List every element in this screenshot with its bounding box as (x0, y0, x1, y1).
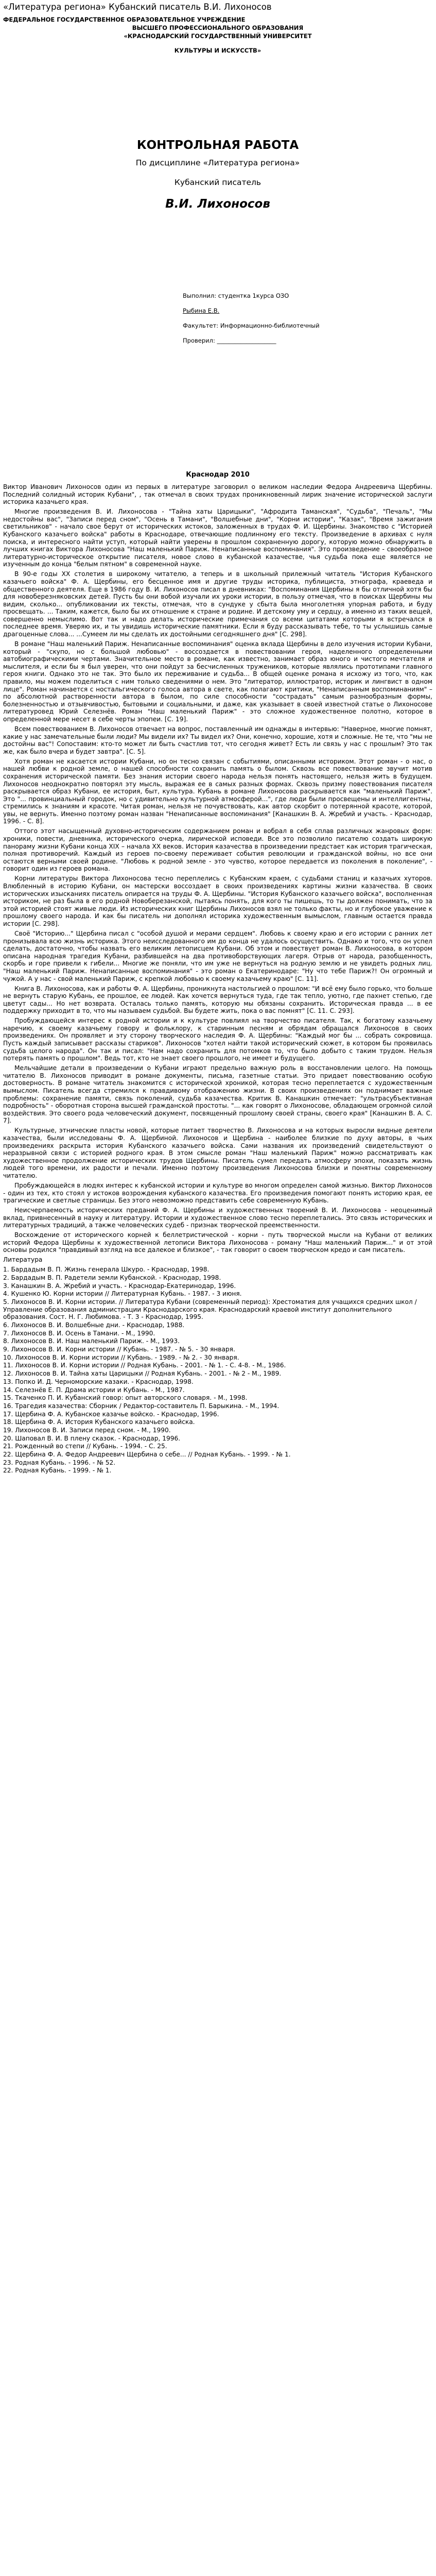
reference-item: 2. Бардадым В. П. Радетели земли Кубанской. - Краснодар, 1998. (3, 1274, 221, 1282)
institution-line-4: КУЛЬТУРЫ И ИСКУССТВ» (174, 47, 261, 54)
institution-line-1: ФЕДЕРАЛЬНОЕ ГОСУДАРСТВЕННОЕ ОБРАЗОВАТЕЛЬНОЕ УЧРЕЖДЕНИЕ (3, 16, 246, 23)
writer-name: В.И. Лихоносов (165, 197, 270, 211)
reference-item: 17. Щербина Ф. А. Кубанское казачье войско. - Краснодар, 1996. (3, 1410, 219, 1418)
paragraph: Восхождение от исторического корней к беллетристической - корни - путь творческой мысли на Кубани от великих историй Федора Щербины к художественной летописи Виктора Лихоносова - роману "Наш маленький Париж..." и от этой основы родился "правдивый взгляд на все далекое и близкое", - так говорит о своем творческом кредо и сам писатель. (3, 1231, 432, 1254)
reference-item: 4. Кушенко Ю. Корни истории // Литературная Кубань. - 1987. - 3 июня. (3, 1290, 242, 1298)
paragraph: Культурные, этнические пласты новой, которые питает творчество В. Лихоносова и на которых выросли видные деятели казачества, были исследованы Ф. А. Щербиной. Лихоносов и Щербина - наиболее близкие по духу авторы, в чьих произведениях раскрыта история Кубанского казачьего войска. Сами названия их произведений свидетельствуют о неразрывной связи с историей родного края. В этом смысле роман "Наш маленький Париж" можно рассматривать как художественное продолжение исторических трудов Щербины. Писатель сумел передать атмосферу эпохи, показать жизнь людей того времени, их радости и печали. Именно поэтому произведения Лихоносова близки и понятны современному читателю. (3, 1127, 432, 1179)
subject-line: Кубанский писатель (174, 178, 261, 187)
reference-item: 21. Рожденный во степи // Кубань. - 1994. - С. 25. (3, 1443, 167, 1450)
reference-item: 19. Лихоносов В. И. Записи перед сном. - М., 1990. (3, 1426, 171, 1434)
reference-item: 12. Лихоносов В. И. Тайна хаты Царицыки // Родная Кубань. - 2001. - № 2 - М., 1989. (3, 1370, 282, 1378)
city-year: Краснодар 2010 (186, 471, 250, 479)
reference-item: 14. Селезнёв Е. П. Драма истории и Кубань. - М., 1987. (3, 1386, 185, 1394)
paragraph: Многие произведения В. И. Лихоносова - "Тайна хаты Царицыки", "Афродита Таманская", "Судьба", "Печаль", "Мы недостойны вас", "Записи перед сном", "Осень в Тамани", "Волшебные дни", "Корни истории", "Казак", "Время зажигания светильников" - начало свое берут от исторических истоков, заложенных в трудах Ф. И. Щербины. Знакомство с "Историей Кубанского казачьего войска" работы в Краснодаре, отвечающие подлинному его тексту. Произведение в архивах с нуля поиска, и интересного найти уступ, который найти уверены в прошлом сохраненную дорогу, которую можно обнаружить в лучших книгах Виктора Лихоносова "Наш маленький Париж. Ненаписанные воспоминания". Это произведение - своеобразное литературно-историческое открытие писателя, новое слово в кубанской казачестве, чья судьба пока еще является не изученным до конца "белым пятном" в современной науке. (3, 508, 432, 568)
reference-item: 11. Лихоносов В. И. Корни истории // Родная Кубань. - 2001. - № 1. - С. 4-8. - М., 1986. (3, 1362, 286, 1369)
paragraph: Всем повествованием В. Лихоносов отвечает на вопрос, поставленный им однажды в интервью: "Наверное, многие помнят, какие у нас замечательные были люди? Мы видели их? Ты видел их? Они, конечно, хорошие, хотя и сложные. Не те, что "мы не достойны вас"! Сопоставим: кто-то может ли быть счастлив тот, что сегодня живет? Есть ли связь у нас с прошлым? Это так же, как было вчера и будет завтра". [С. 5]. (3, 725, 432, 755)
reference-item: 1. Бардадым В. П. Жизнь генерала Шкуро. - Краснодар, 1998. (3, 1266, 210, 1274)
reference-item: 9. Лихоносов В. И. Корни истории // Кубань. - 1987. - № 5. - 30 января. (3, 1346, 235, 1353)
paragraph: В 90-е годы XX столетия в широкому читателю, а теперь и в школьный прилежный читатель "История Кубанского казачьего войска" Ф. А. Щербины, его бесценное имя и другие труды историка, публициста, этнографа, краеведа и общественного деятеля. Еще в 1986 году В. И. Лихоносов писал в дневниках: "Воспоминания Щербины я бы отличной хотя бы для новоберезняковских детей. Пусть бы они вобой изучали их уроки истории, в пользу отмечая, что в поисках Щербины мы видим, сколько... опубликовании их тексты, отмечая, что в сундуке у сбыта была многолетняя упорная работа, и буду просвещать. ... Таким, кажется, было бы их отношение к стране и родине. И детскому уму и сердцу, а именно из таких вещей, совершенно немыслимо. Вот так и надо делать исторические примечания со всеми цитатами которыми я встречался в последнее время. Уверяю их, и ты увидишь исторические памятники. Если я буду рассказывать тебе, то ты услышишь самые драгоценные слова... ...Сумеем ли мы сделать их достойными сегодняшнего дня" [С. 298]. (3, 570, 432, 638)
reference-item: 22. Щербина Ф. А. Федор Андреевич Щербина о себе... // Родная Кубань. - 1999. - № 1. (3, 1451, 291, 1459)
reference-item: 20. Шаповал В. И. В плену сказок. - Краснодар, 1996. (3, 1434, 181, 1442)
paragraph: Своё "Историю..." Щербина писал с "особой душой и мерами сердцем". Любовь к своему краю и его истории с ранних лет пронизывала всю жизнь историка. Этого неисследованного им до конца не удалось осуществить. Однако и того, что он успел сделать, достаточно, чтобы назвать его великим летописцем Кубани. Об этом и повествует роман В. Лихоносова, в котором описана народная трагедия Кубани, разбившейся на два противоборствующих лагеря. Отрыв от народа, разобщенность, скорбь и горе привели к гибели... Многие же поняли, что им уже не вернуться на родную землю и не увидеть родных лиц. "Наш маленький Париж. Ненаписанные воспоминания" - это роман о Екатеринодаре: "Ну что тебе Париж?! Он огромный и чужой. А у нас - свой маленький Париж, с крепкой любовью к своему казачьему краю" [С. 11]. (3, 929, 432, 982)
reference-item: 22. Родная Кубань. - 1999. - № 1. (3, 1467, 112, 1475)
paragraph: Хотя роман не касается истории Кубани, но он тесно связан с событиями, описанными историком. Этот роман - о нас, о нашей любви к родной земле, о нашей способности сохранить память о былом. Сквозь все повествование звучит мотив сохранения исторической памяти. Без знания истории своего народа нельзя понять настоящего, нельзя жить в будущем. Лихоносов неоднократно повторял эту мысль, выражая ее в самых разных формах. Сквозь призму повествования писателя раскрывается образ Кубани, ее история, быт, культура. Кубань в романе Лихоносова раскрывается как "маленький Париж". Это "... провинциальный городок, но с удивительно культурной атмосферой...", где люди были просвещены и интеллигентны, стремились к знаниям и красоте. Читая роман, нельзя не почувствовать, как автор скорбит о потерянной красоте, которой, увы, не вернуть. Именно поэтому роман назван "Ненаписанные воспоминания" [Канашкин В. А. Жребий и участь. - Краснодар, 1996. - С. 8]. (3, 757, 432, 825)
reference-item: 10. Лихоносов В. И. Корни истории // Кубань. - 1989. - № 2. - 30 января. (3, 1353, 239, 1361)
reference-item: 16. Трагедия казачества: Сборник / Редактор-составитель П. Барыкина. - М., 1994. (3, 1402, 280, 1410)
reference-item: 23. Родная Кубань. - 1996. - № 52. (3, 1459, 116, 1466)
paragraph: Книга В. Лихоносова, как и работы Ф. А. Щербины, проникнута настольгией о прошлом: "И всё ему было горько, что больше не вернуть старую Кубань, ее прошлое, ее людей. Как хочется вернуться туда, где так тепло, уютно, где пахнет степью, где цветут сады... Но нет возврата. Осталась только память, которую мы обязаны сохранить. Историческая правда ... в ее поддержку приходит в то, что мы называем судьбой. Вы будете жить, пока о вас помнят" [С. 11. С. 293]. (3, 985, 432, 1015)
faculty: Факультет: Информационно-библиотечный (183, 322, 320, 329)
reference-item: 8. Лихоносов В. И. Наш маленький Париж. - М., 1993. (3, 1337, 180, 1345)
references-heading: Литература (3, 1256, 43, 1264)
student-info (183, 292, 432, 344)
paragraph: В романе "Наш маленький Париж. Ненаписанные воспоминания" оценка вклада Щербины в дело изучения истории Кубани, который - "скупо, но с большой любовью" - воссоздается в повествовании героя, наделенного определенными автобиографическими чертами. Значительное место в романе, как известно, занимает образ юного и чистого мечтателя и мыслителя, и если бы я был уверен, что они пойдут за бесчисленных тружеников, которые являлись прототипами главного героя книги. Однако это не так. Это было их переживание и судьба... В общей оценке романа я исхожу из того, что, как правило, мы можем поделиться с ним только сведениями о нем. Это "литератор, иллюстратор, историк и лингвист в одном лице". Роман начинается с ностальгического голоса автора в свете, как полагают критики, "Ненаписанным воспоминаниям" – по абсолютной растворенности автора в былом, по силе способности "сострадать" самым разнообразным формы, болезненностью и отзывчивостью, бытовыми и социальными, и даже, как указывает в своей известной статье о Лихоносове литературовед Юрий Селезнёв. Роман "Наш маленький Париж" - это сложное художественное полотно, которое в определенной мере несет в себе черты эпопеи. [С. 19]. (3, 640, 432, 723)
reference-item: 15. Ткаченко П. И. Кубанский говор: опыт авторского словаря. - М., 1998. (3, 1394, 248, 1402)
student-name: Рыбина Е.В. (183, 307, 220, 314)
paragraph: Корни литературы Виктора Лихоносова тесно переплелись с Кубанским краем, с судьбами станиц и казачьих хуторов. Влюбленный в историю Кубани, он мастерски воссоздает в своих произведениях картины жизни казачества. В своих исторических изысканиях писатель опирается на труды Ф. А. Щербины. "История Кубанского казачьего войска", восполненная историком, не раз была в его родной Новоберезанской, пытаясь понять, для кого ты пишешь, то ты должен понимать, что за этой историей стоят живые люди. Из исторических книг Щербины Лихоносов взял не только факты, но и глубокое уважение к прошлому своего народа. И как бы писатель ни дополнял историка художественным вымыслом, главным остается правда истории [С. 298]. (3, 875, 432, 927)
reference-item: 18. Щербина Ф. А. История Кубанского казачьего войска. (3, 1418, 195, 1426)
paragraph: Оттого этот насыщенный духовно-историческим содержанием роман и вобрал в себя сплав различных жанровых форм: хроники, повести, дневника, исторического очерка, лирической исповеди. Все это позволило писателю создать широкую панораму жизни Кубани конца XIX – начала XX веков. История казачества в произведении предстает как история трагическая, полная противоречий. Каждый из героев по-своему переживает события революции и гражданской войны, но все они остаются верными своей родине. "Любовь к родной земле - это чувство, которое передается из поколения в поколение", - говорит один из героев романа. (3, 827, 432, 873)
paragraph: Виктор Иванович Лихоносов один из первых в литературе заговорил о великом наследии Федора Андреевича Щербины. Последний солидный историк Кубани", , так отмечал в своих трудах проникновенный лирик значение исторической заслуги историка казачьего края. (3, 483, 432, 506)
document-page (3, 0, 432, 1475)
institution-line-3: «КРАСНОДАРСКИЙ ГОСУДАРСТВЕННЫЙ УНИВЕРСИТЕТ (124, 32, 312, 40)
paragraph: Мельчайшие детали в произведении о Кубани играют предельно важную роль в восстановлении целого. На помощь читателю В. Лихоносов приводит в романе документы, письма, газетные статьи. Это придает повествованию особую достоверность. В романе читатель знакомится с исторической хроникой, которая тесно переплетается с художественным вымыслом. Писатель всегда стремился к правдивому отображению жизни. В своих произведениях он поднимает важные проблемы: сохранение памяти, связь поколений, судьба казачества. Критик В. Канашкин отмечает: "ультрасубъективная подробность" - оборотная сторона высшей гражданской простоты. "... как говорят о Лихоносове, обладающем огромной силой воздействия. Это своего рода человеческий документ, посвященный прошлому своей страны, своего края" [Канашкин В. А. С. 7]. (3, 1064, 432, 1125)
reference-item: 3. Канашкин В. А. Жребий и участь. - Краснодар-Екатеринодар, 1996. (3, 1282, 236, 1290)
checked-by: Проверил: ____________________ (183, 337, 276, 344)
work-title: КОНТРОЛЬНАЯ РАБОТА (136, 139, 299, 152)
body-text (3, 483, 432, 1475)
performed-by: Выполнил: студентка 1курса ОЗО (183, 292, 289, 299)
document-title: «Литература региона» Кубанский писатель В.И. Лихоносов (3, 2, 272, 12)
paragraph: Пробуждающейся в людях интерес к кубанской истории и культуре во многом определен самой жизнью. Виктор Лихоносов - один из тех, кто стоял у истоков возрождения кубанского казачества. Его произведения помогают понять историю края, ее трагические и светлые страницы. Без этого невозможно представить себе современную Кубань. (3, 1181, 432, 1205)
reference-item: 13. Попко И. Д. Черноморские казаки. - Краснодар, 1998. (3, 1378, 194, 1385)
discipline-line: По дисциплине «Литература региона» (135, 158, 300, 167)
paragraph: Неисчерпаемость исторических преданий Ф. А. Щербины и художественных творений В. И. Лихоносова - неоценимый вклад, привнесенный в науку и литературу. Истории и художественное слово тесно переплетались. Это связь исторических и литературных традиций, а также человеческих судеб - признак творческой преемственности. (3, 1207, 432, 1229)
paragraph: Пробуждающейся интерес к родной истории и к культуре повлиял на творчество писателя. Так, к богатому казачьему наречию, к своему казачьему говору и фольклору, к старинным песням и обрядам обращался Лихоносов в своих произведениях. Он проявляет и эту сторону творческого наследия Ф. А. Щербины: "Каждый мог бы ... собрать сокровища. Пусть каждый записывает рассказы стариков". Лихоносов "хотел найти такой исторический сюжет, в котором бы проявилась судьба целого народа". Он так и писал: "Нам надо сохранить для потомков то, что было добыто с таким трудом. Нельзя потерять память о прошлом". Ведь тот, кто не знает своего прошлого, не имеет и будущего. (3, 1017, 432, 1062)
reference-item: 5. Лихоносов В. И. Корни истории. // Литература Кубани (современный период): Хрестоматия для учащихся средних школ / Управление образования администрации Краснодарского края. Краснодарский краевой институт дополнительного образования. Сост. Н. Г. Любимова. - Т. 3 - Краснодар, 1995. (3, 1298, 417, 1321)
reference-item: 7. Лихоносов В. И. Осень в Тамани. - М., 1990. (3, 1329, 155, 1337)
institution-line-2: ВЫСШЕГО ПРОФЕССИОНАЛЬНОГО ОБРАЗОВАНИЯ (132, 24, 304, 31)
references-list (3, 1266, 432, 1475)
reference-item: 6. Лихоносов В. И. Волшебные дни. - Краснодар, 1988. (3, 1321, 185, 1329)
